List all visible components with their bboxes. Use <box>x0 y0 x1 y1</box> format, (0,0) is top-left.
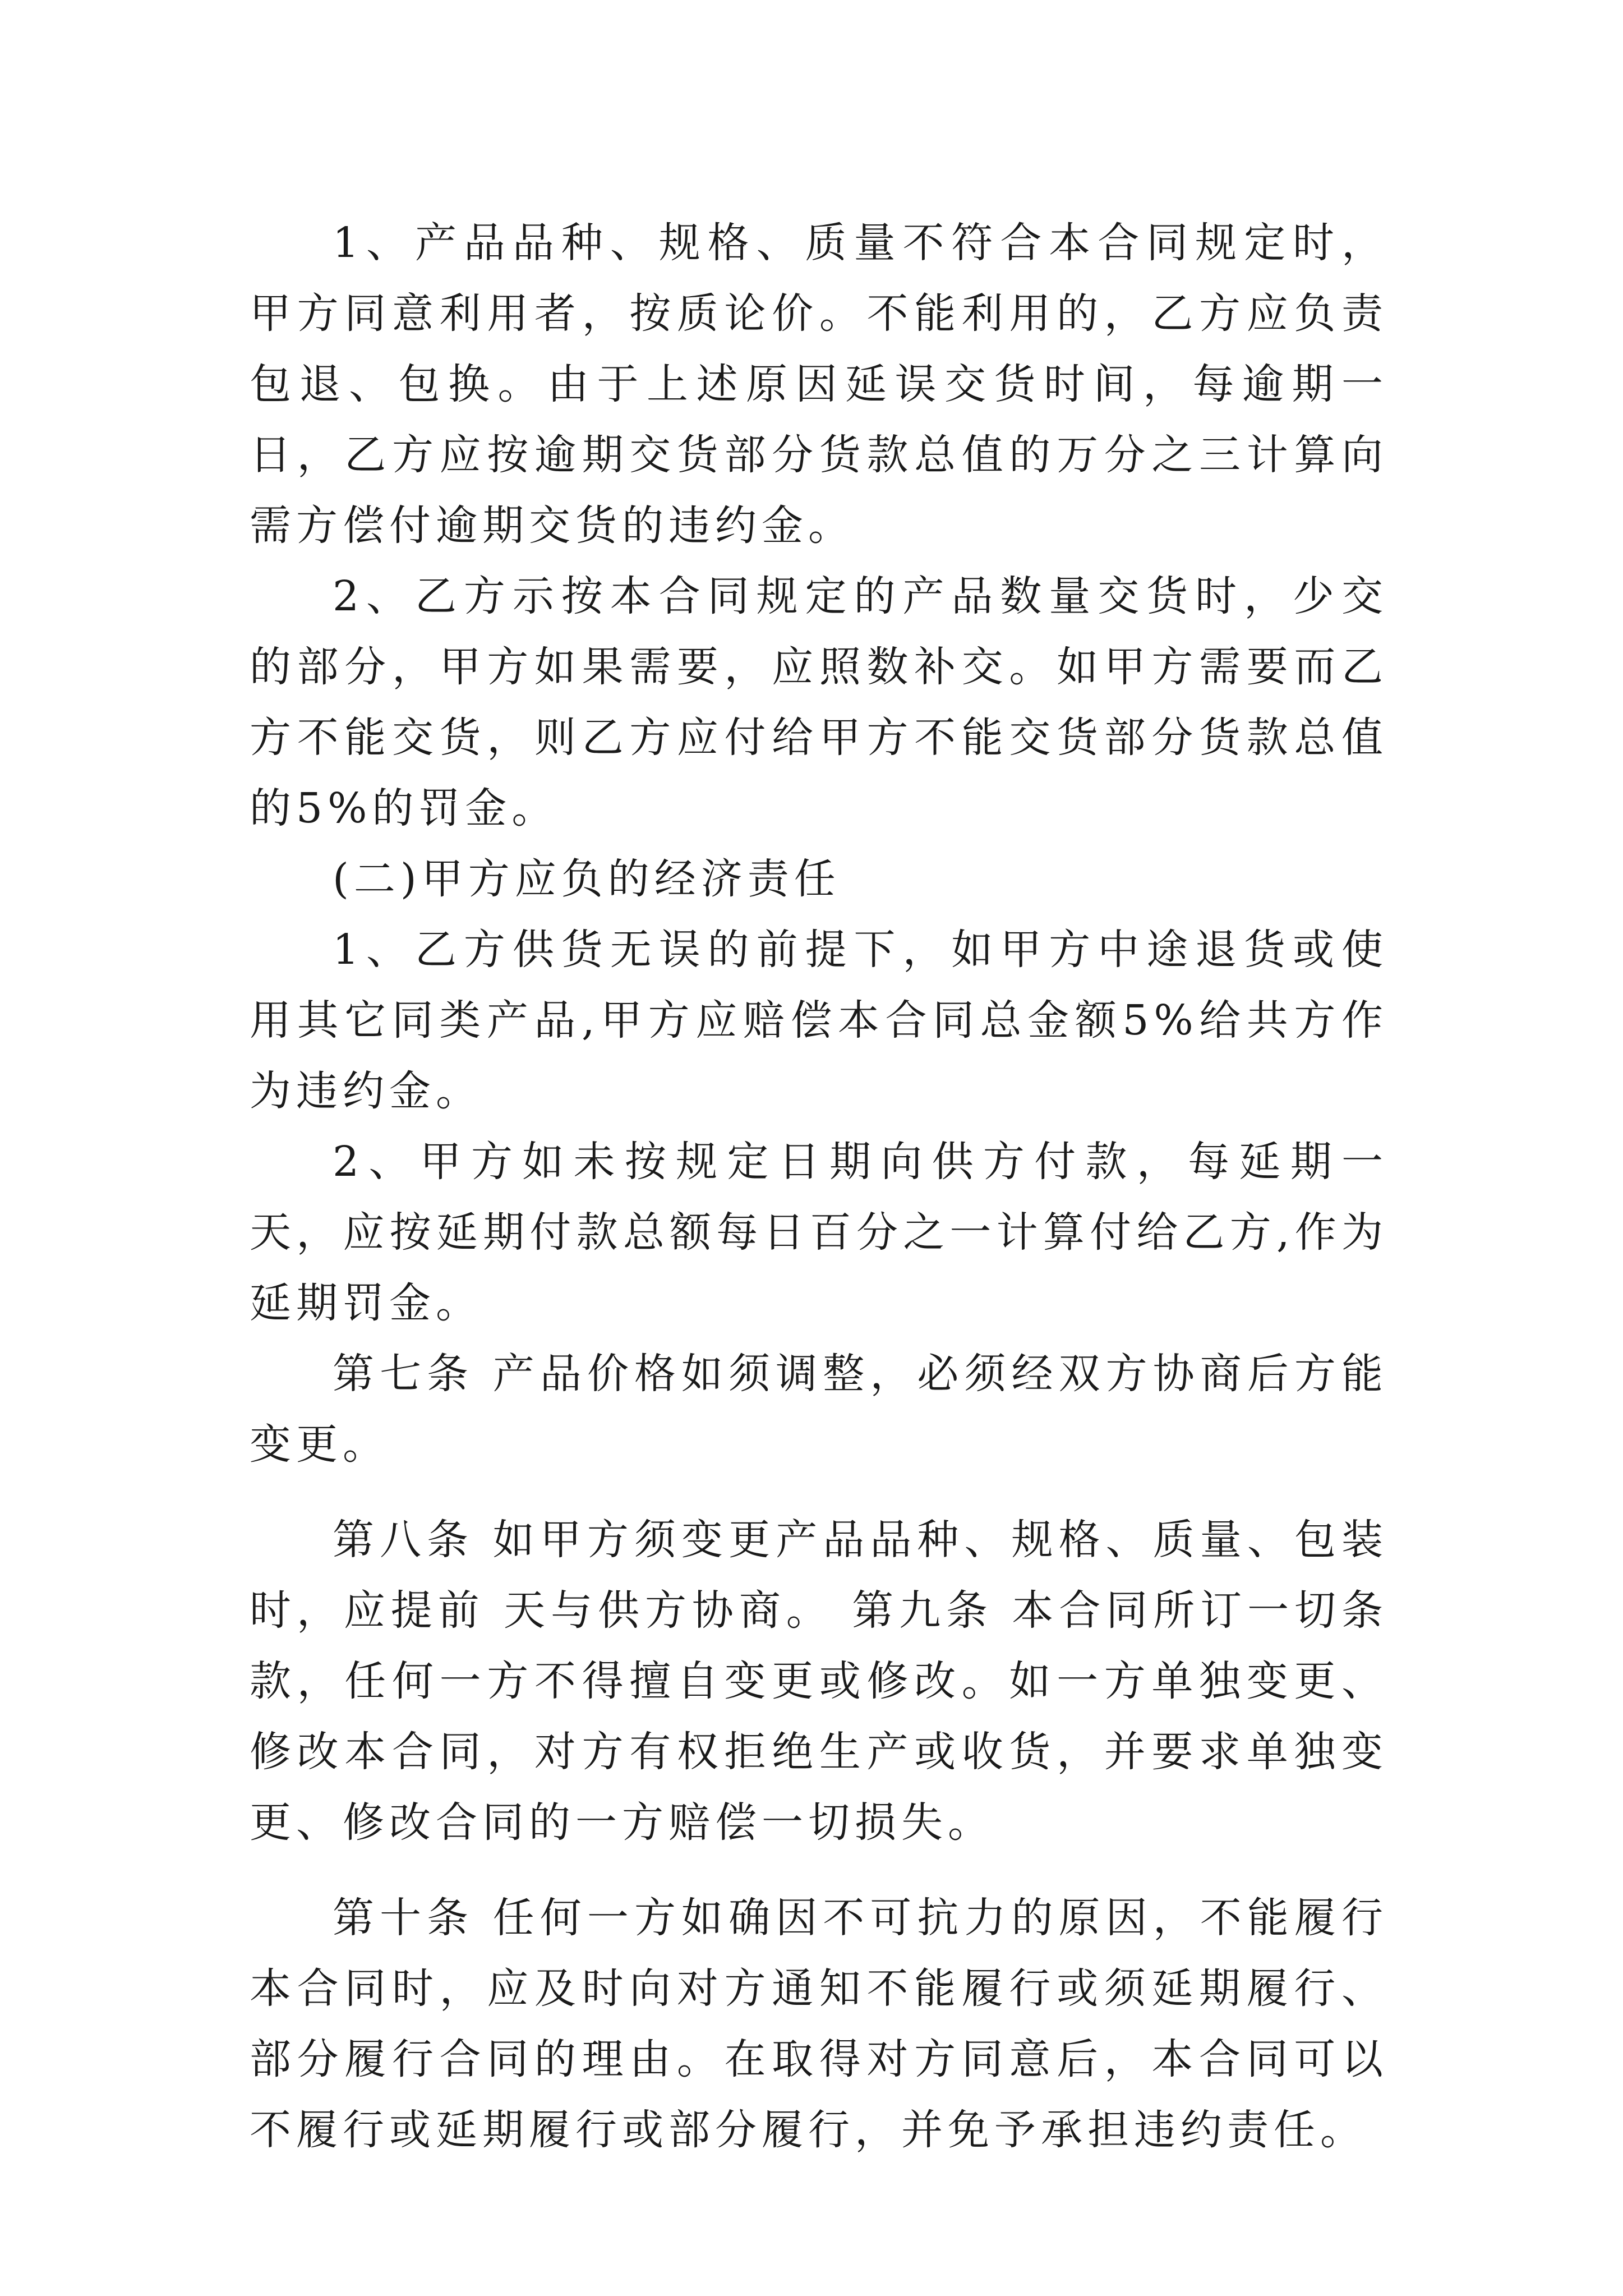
clause-paragraph: 1、产品品种、规格、质量不符合本合同规定时，甲方同意利用者，按质论价。不能利用的，乙方应负责包退、包换。由于上述原因延误交货时间，每逾期一日，乙方应按逾期交货部分货款总值的万分之三计算向需方偿付逾期交货的违约金。 <box>250 219 1388 550</box>
article-paragraph: 第十条 任何一方如确因不可抗力的原因，不能履行本合同时，应及时向对方通知不能履行或须延期履行、部分履行合同的理由。在取得对方同意后，本合同可以不履行或延期履行或部分履行，并免予承担违约责任。 <box>250 1894 1388 2154</box>
clause-paragraph: 2、乙方示按本合同规定的产品数量交货时，少交的部分，甲方如果需要，应照数补交。如甲方需要而乙方不能交货，则乙方应付给甲方不能交货部分货款总值的5%的罚金。 <box>250 572 1388 832</box>
section-heading: (二)甲方应负的经济责任 <box>333 855 841 903</box>
article-paragraph: 第八条 如甲方须变更产品品种、规格、质量、包装时，应提前 天与供方协商。 第九条 本合同所订一切条款，任何一方不得擅自变更或修改。如一方单独变更、修改本合同，对方有权拒绝生产或收货，并要求单独变更、修改合同的一方赔偿一切损失。 <box>250 1516 1388 1847</box>
document-body <box>250 208 1388 2165</box>
clause-paragraph: 1、乙方供货无误的前提下，如甲方中途退货或使用其它同类产品,甲方应赔偿本合同总金额5%给共方作为违约金。 <box>250 926 1388 1115</box>
clause-paragraph: 2、甲方如未按规定日期向供方付款，每延期一天，应按延期付款总额每日百分之一计算付给乙方,作为延期罚金。 <box>250 1138 1388 1327</box>
article-paragraph: 第七条 产品价格如须调整，必须经双方协商后方能变更。 <box>250 1350 1388 1469</box>
